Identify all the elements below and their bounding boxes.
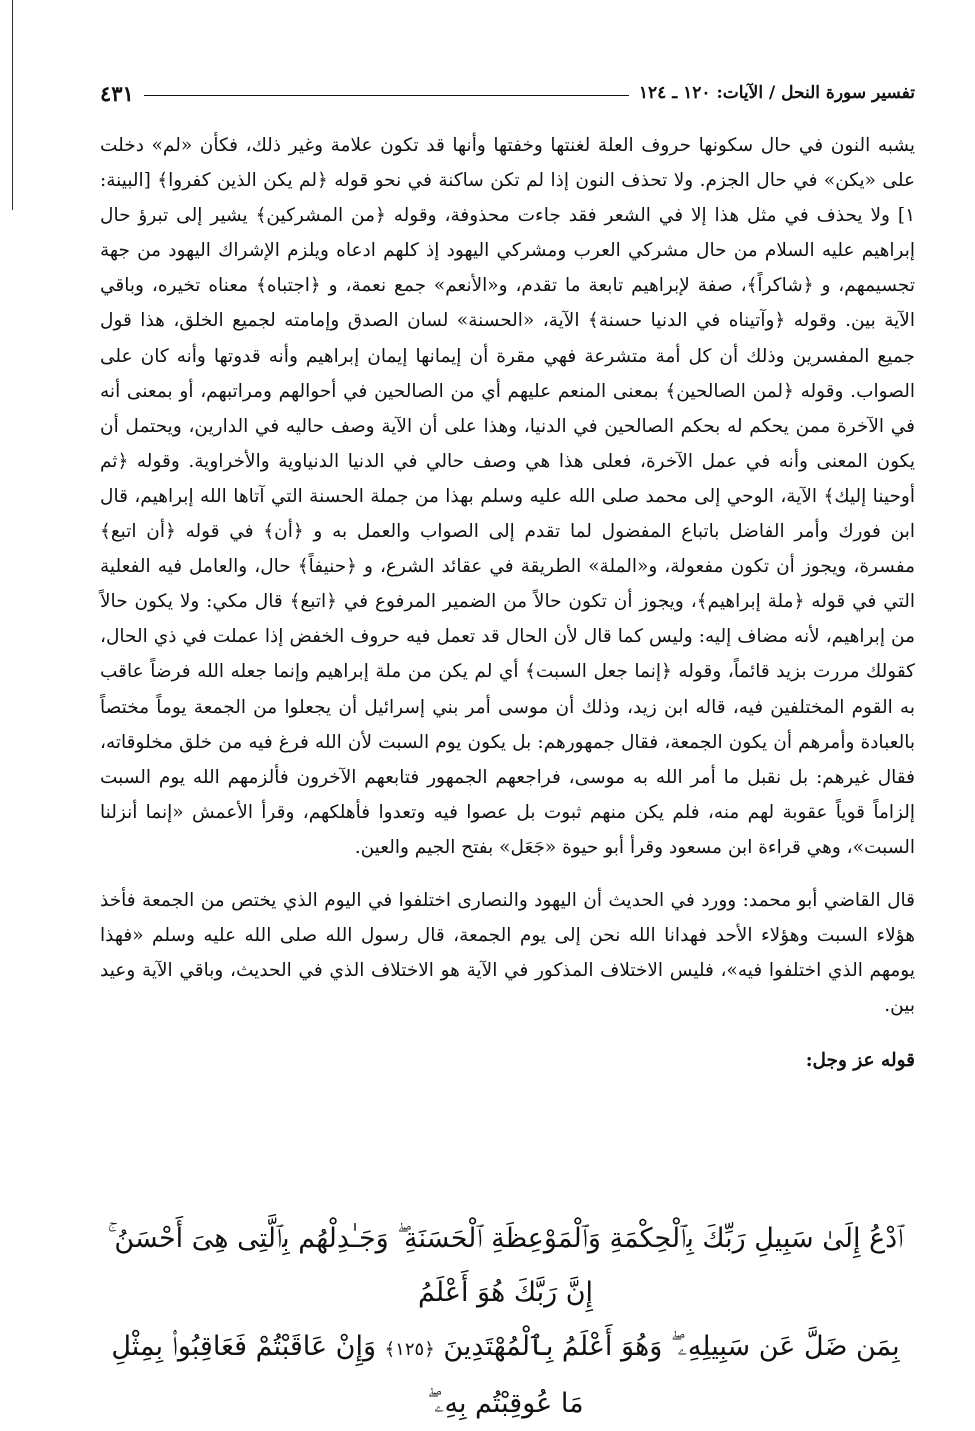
verse-line-2-continuation: وَإِنْ عَاقَبْتُمْ فَعَاقِبُوا۟ بِمِثْلِ مَا عُوقِبْتُم بِهِۦ ۖ <box>111 1331 584 1419</box>
page-number: ٤٣١ <box>100 80 134 106</box>
running-title: تفسير سورة النحل / الآيات: ١٢٠ ـ ١٢٤ <box>638 83 915 103</box>
verse-line-2-start: بِمَن ضَلَّ عَن سَبِيلِهِۦ ۖ وَهُوَ أَعْلَمُ بِٱلْمُهْتَدِينَ <box>443 1331 900 1362</box>
verse-intro: قوله عز وجل: <box>805 1050 915 1072</box>
quran-verse-block <box>96 1212 915 1419</box>
qadi-abu-muhammad-paragraph: قال القاضي أبو محمد: وورد في الحديث أن اليهود والنصارى اختلفوا في اليوم الذي يختص من الجمعة فأخذ هؤلاء السبت وهؤلاء الأحد فهدانا الله نحن إلى يوم الجمعة، قال رسول الله صلى الله عليه وسلم «فهذا يومهم الذي اختلفوا فيه»، فليس الاختلاف المذكور في الآية هو الاختلاف الذي في الحديث، وباقي الآية وعيد بين. <box>100 889 915 1017</box>
verse-line-1: ٱدْعُ إِلَىٰ سَبِيلِ رَبِّكَ بِٱلْحِكْمَةِ وَٱلْمَوْعِظَةِ ٱلْحَسَنَةِ ۖ وَجَـٰدِلْهُم بِٱلَّتِى هِىَ أَحْسَنُ ۚ إِنَّ رَبَّكَ هُوَ أَعْلَمُ <box>107 1223 904 1308</box>
page-body <box>100 128 915 1078</box>
page-header <box>100 78 915 108</box>
header-rule <box>144 95 629 96</box>
commentary-paragraph: يشبه النون في حال سكونها حروف العلة لغنتها وخفتها وأنها قد تكون علامة وغير ذلك، فكأن «لم» دخلت على «يكن» في حال الجزم. ولا تحذف النون إذا لم تكن ساكنة في نحو قوله ﴿لم يكن الذين كفروا﴾ [البينة: ١] ولا يحذف في مثل هذا إلا في الشعر فقد جاءت محذوفة، وقوله ﴿من المشركين﴾ يشير إلى تبرؤ حال إبراهيم عليه السلام من حال مشركي العرب ومشركي اليهود إذ كلهم ادعاه ويلزم الإشراك اليهود من جهة تجسيمهم، و ﴿شاكراً﴾، صفة لإبراهيم تابعة ما تقدم، و«الأنعم» جمع نعمة، و ﴿اجتباه﴾ معناه تخيره، وباقي الآية بين. وقوله ﴿وآتيناه في الدنيا حسنة﴾ الآية، «الحسنة» لسان الصدق وإمامته لجميع الخلق، هذا قول جميع المفسرين وذلك أن كل أمة متشرعة فهي مقرة أن إيمانها إيمان إبراهيم وأنه قدوتها وأنه كان على الصواب. وقوله ﴿لمن الصالحين﴾ بمعنى المنعم عليهم أي من الصالحين في أحوالهم ومراتبهم، أو بمعنى أنه في الآخرة ممن يحكم له بحكم الصالحين في الدنيا، وهذا على أن الآية وصف حاليه في الدارين، ويحتمل أن يكون المعنى وأنه في عمل الآخرة، فعلى هذا هي وصف حالي في الدنيا الدنياوية والأخراوية. وقوله ﴿ثم أوحينا إليك﴾ الآية، الوحي إلى محمد صلى الله عليه وسلم بهذا من جملة الحسنة التي آتاها الله إبراهيم، قال ابن فورك وأمر الفاضل باتباع المفضول لما تقدم إلى الصواب والعمل به و ﴿أن﴾ في قوله ﴿أن اتبع﴾ مفسرة، ويجوز أن تكون مفعولة، و«الملة» الطريقة في عقائد الشرع، و ﴿حنيفاً﴾ حال، والعامل فيه الفعلية التي في قوله ﴿ملة إبراهيم﴾، ويجوز أن تكون حالاً من الضمير المرفوع في ﴿اتبع﴾ قال مكي: ولا يكون حالاً من إبراهيم، لأنه مضاف إليه: وليس كما قال لأن الحال قد تعمل فيه حروف الخفض إذا عملت في ذي الحال، كقولك مررت بزيد قائماً، وقوله ﴿إنما جعل السبت﴾ أي لم يكن من ملة إبراهيم وإنما جعله الله فرضاً عاقب به القوم المختلفين فيه، قاله ابن زيد، وذلك أن موسى أمر بني إسرائيل أن يجعلوا من الجمعة يوماً مختصاً بالعبادة وأمرهم أن يكون الجمعة، فقال جمهورهم: بل يكون يوم السبت لأن الله فرغ فيه من خلق مخلوقاته، فقال غيرهم: بل نقبل ما أمر الله به موسى، فراجعهم الجمهور فتابعهم الآخرون فألزمهم الله يوم السبت إلزاماً قوياً عقوبة لهم منه، فلم يكن منهم ثبوت بل عصوا فيه وتعدوا فأهلكهم، وقرأ الأعمش «إنما أنزلنا السبت»، وهي قراءة ابن مسعود وقرأ أبو حيوة «جَعَل» بفتح الجيم والعين. <box>100 135 915 858</box>
ayah-number-marker: ﴿١٢٥﴾ <box>384 1339 435 1360</box>
verse-line-2 <box>96 1320 915 1431</box>
page-binding-edge <box>12 0 13 210</box>
